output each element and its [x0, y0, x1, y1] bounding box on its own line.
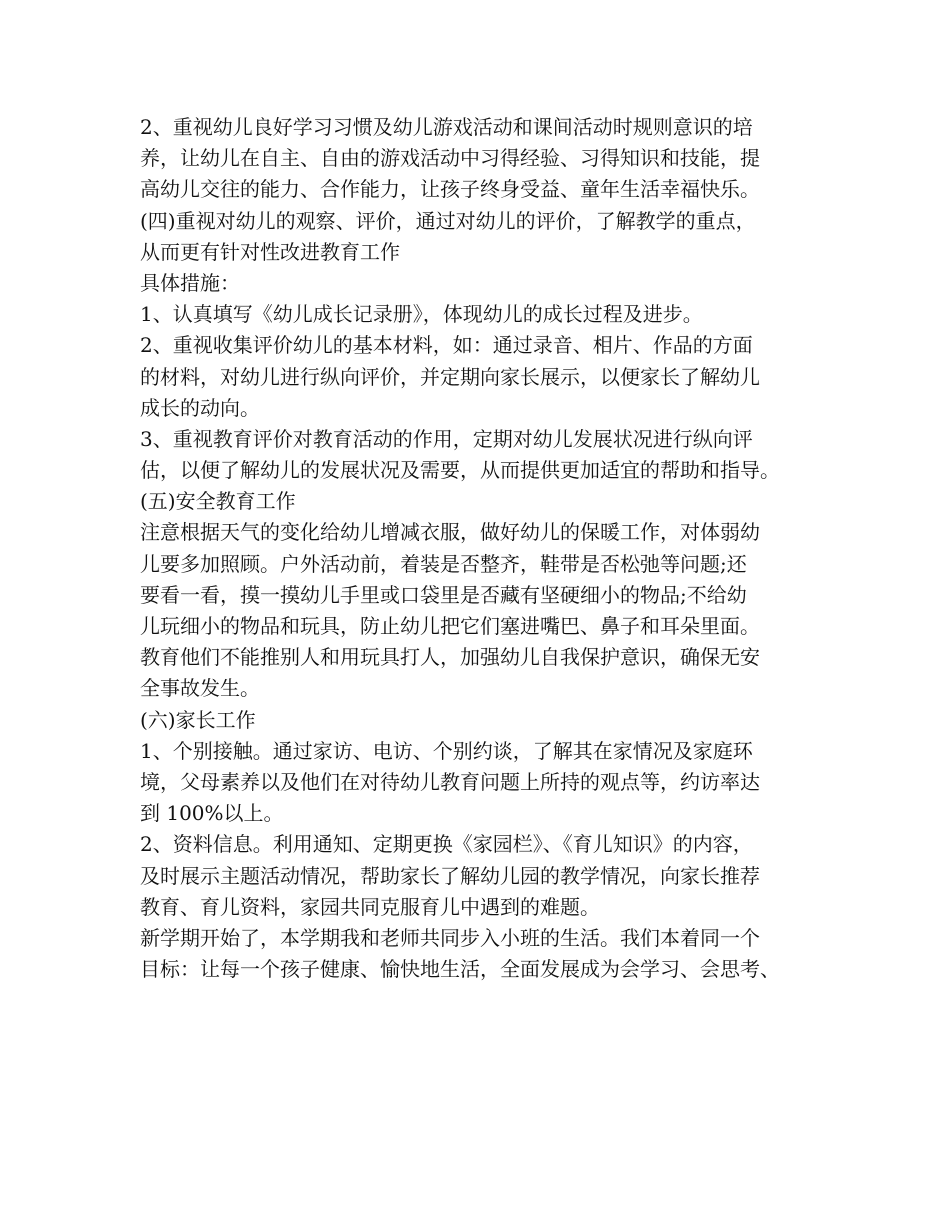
text-line: 2、重视收集评价幼儿的基本材料，如：通过录音、相片、作品的方面 [140, 333, 753, 358]
text-line: 境，父母素养以及他们在对待幼儿教育问题上所持的观点等，约访率达 [140, 769, 760, 794]
text-line: 成长的动向。 [140, 395, 260, 420]
text-line: 教育、育儿资料，家园共同克服育儿中遇到的难题。 [140, 894, 600, 919]
text-line: 注意根据天气的变化给幼儿增减衣服，做好幼儿的保暖工作，对体弱幼 [140, 520, 760, 545]
text-line: 的材料，对幼儿进行纵向评价，并定期向家长展示，以便家长了解幼儿 [140, 364, 760, 389]
text-line: 养，让幼儿在自主、自由的游戏活动中习得经验、习得知识和技能，提 [140, 146, 760, 171]
text-line: 全事故发生。 [140, 676, 260, 701]
text-line: 要看一看，摸一摸幼儿手里或口袋里是否藏有坚硬细小的物品;不给幼 [140, 582, 747, 607]
section-heading: (五)安全教育工作 [140, 489, 296, 514]
subheading: 具体措施： [140, 270, 240, 295]
text-line: 目标：让每一个孩子健康、愉快地生活，全面发展成为会学习、会思考、 [140, 957, 780, 982]
text-line: 新学期开始了，本学期我和老师共同步入小班的生活。我们本着同一个 [140, 925, 760, 950]
text-line: 高幼儿交往的能力、合作能力，让孩子终身受益、童年生活幸福快乐。 [140, 177, 760, 202]
text-line: 到 100%以上。 [140, 801, 284, 826]
section-heading: (六)家长工作 [140, 707, 256, 732]
text-line: 2、重视幼儿良好学习习惯及幼儿游戏活动和课间活动时规则意识的培 [140, 115, 753, 139]
document-body [140, 112, 830, 985]
text-line: 儿要多加照顾。户外活动前，着装是否整齐，鞋带是否松弛等问题;还 [140, 551, 747, 576]
text-line: 1、个别接触。通过家访、电访、个别约谈，了解其在家情况及家庭环 [140, 738, 753, 763]
text-line: 教育他们不能推别人和用玩具打人，加强幼儿自我保护意识，确保无安 [140, 645, 760, 670]
text-line: 1、认真填写《幼儿成长记录册》，体现幼儿的成长过程及进步。 [140, 302, 703, 327]
text-line: 2、资料信息。利用通知、定期更换《家园栏》、《育儿知识》的内容， [140, 832, 753, 857]
text-line: 儿玩细小的物品和玩具，防止幼儿把它们塞进嘴巴、鼻子和耳朵里面。 [140, 614, 760, 638]
text-line: 3、重视教育评价对教育活动的作用，定期对幼儿发展状况进行纵向评 [140, 426, 753, 451]
text-line: 从而更有针对性改进教育工作 [140, 239, 400, 264]
section-heading: (四)重视对幼儿的观察、评价，通过对幼儿的评价，了解教学的重点， [140, 208, 756, 233]
text-line: 及时展示主题活动情况，帮助家长了解幼儿园的教学情况，向家长推荐 [140, 863, 760, 888]
text-line: 估，以便了解幼儿的发展状况及需要，从而提供更加适宜的帮助和指导。 [140, 458, 780, 483]
